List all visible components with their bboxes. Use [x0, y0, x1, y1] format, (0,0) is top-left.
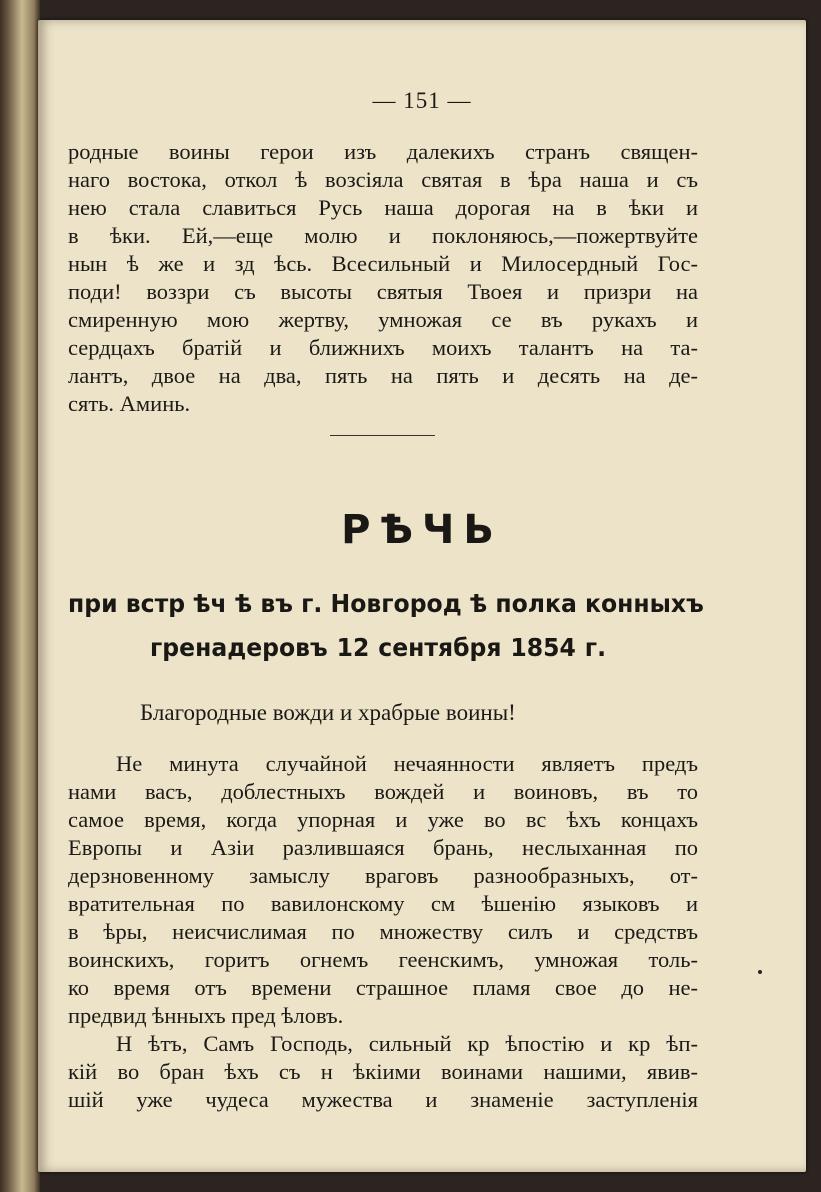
book-spine — [0, 0, 40, 1192]
text-line: поди! воззри съ высоты святыя Твоея и призри на — [68, 279, 698, 304]
paragraph-closing-prayer — [68, 138, 698, 418]
text-line: вратительная по вавилонскому см ѣшенію языковъ и — [68, 891, 698, 916]
text-line: нын ѣ же и зд ѣсь. Всесильный и Милосердный Гос- — [68, 251, 698, 276]
text-line: в ѣры, неисчислимая по множеству силъ и средствъ — [68, 919, 698, 944]
section-divider — [330, 435, 435, 436]
text-line: Европы и Азіи разлившаяся брань, неслыханная по — [68, 835, 698, 860]
text-line: кій во бран ѣхъ съ н ѣкіими воинами нашими, явив- — [68, 1059, 698, 1084]
text-line: предвид ѣнныхъ пред ѣловъ. — [68, 1003, 344, 1028]
speech-title: РѢЧЬ — [341, 507, 503, 553]
text-line: нами васъ, доблестныхъ вождей и воиновъ, въ то — [68, 779, 698, 804]
text-line: Н ѣтъ, Самъ Господь, сильный кр ѣпостію и кр ѣп- — [116, 1031, 698, 1056]
text-line: шій уже чудеса мужества и знаменіе заступленія — [68, 1087, 698, 1112]
text-line: дерзновенному замыслу враговъ разнообразныхъ, от- — [68, 863, 698, 888]
text-line: сердцахъ братій и ближнихъ моихъ талантъ на та- — [68, 335, 698, 360]
text-line: сять. Аминь. — [68, 391, 191, 416]
text-line: ко время отъ времени страшное пламя свое до не- — [68, 975, 698, 1000]
text-line: смиренную мою жертву, умножая се въ рукахъ и — [68, 307, 698, 332]
text-line: родные воины герои изъ далекихъ странъ священ- — [68, 139, 698, 164]
paragraph-speech-opening — [68, 750, 698, 1030]
page-number: — 151 — — [372, 88, 472, 113]
text-line: в ѣки. Ей,—еще молю и поклоняюсь,—пожертвуйте — [68, 223, 698, 248]
text-line: наго востока, откол ѣ возсіяла святая в ѣра наша и съ — [68, 167, 698, 192]
speech-subtitle-line-2: гренадеровъ 12 сентября 1854 г. — [150, 633, 606, 662]
text-line: лантъ, двое на два, пять на пять и десять на де- — [68, 363, 698, 388]
text-line: самое время, когда упорная и уже во вс ѣхъ концахъ — [68, 807, 698, 832]
speech-address: Благородные вожди и храбрые воины! — [140, 700, 516, 725]
text-line: Не минута случайной нечаянности являетъ предъ — [116, 751, 698, 776]
speech-subtitle-line-1: при встр ѣч ѣ въ г. Новгород ѣ полка конныхъ — [68, 589, 704, 618]
book-page — [38, 20, 806, 1172]
ink-speck — [758, 970, 762, 974]
text-line: нею стала славиться Русь наша дорогая на в ѣки и — [68, 195, 698, 220]
text-line: воинскихъ, горитъ огнемъ геенскимъ, умножая толь- — [68, 947, 698, 972]
paragraph-speech-continuation — [68, 1030, 698, 1114]
